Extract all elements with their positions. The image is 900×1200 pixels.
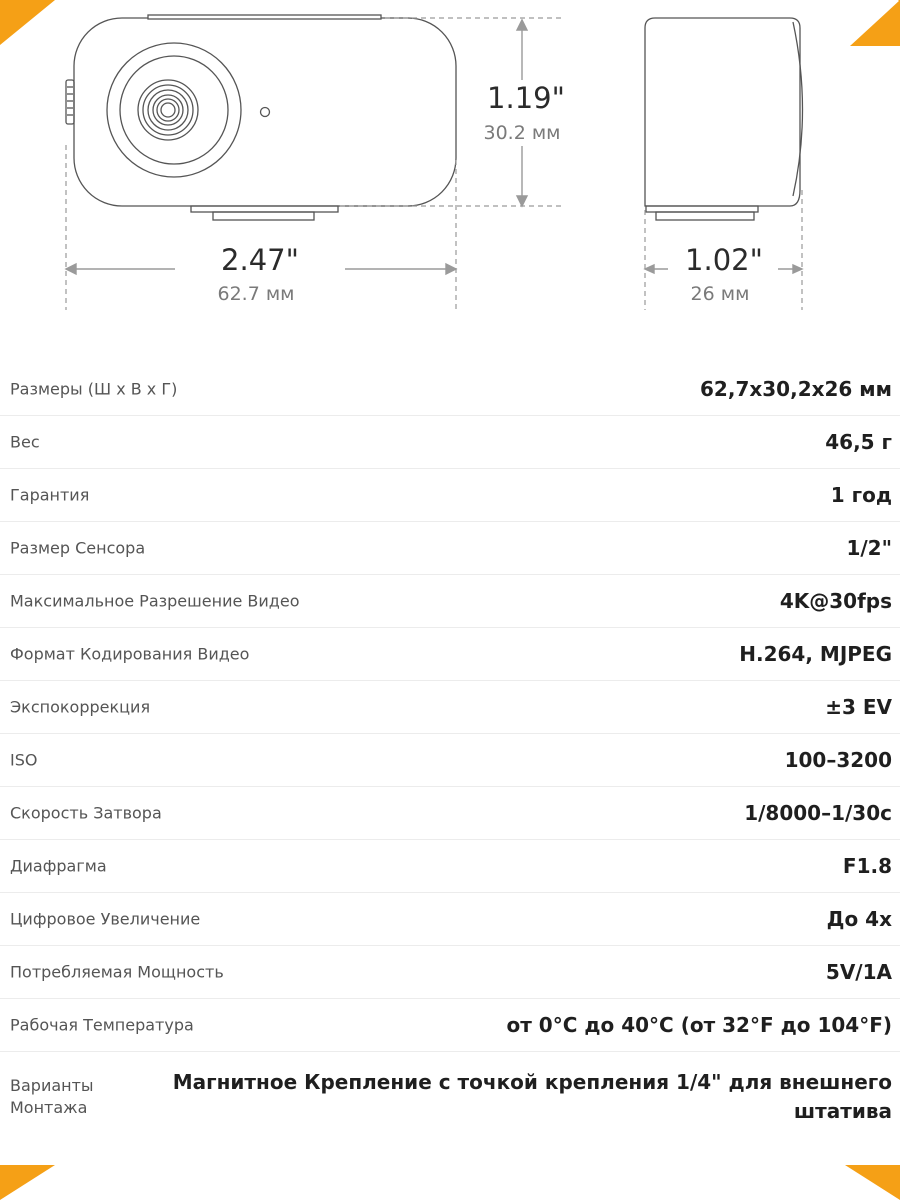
spec-row (0, 575, 900, 628)
spec-value: H.264, MJPEG (739, 642, 892, 666)
bottom-mount (191, 206, 338, 212)
spec-row (0, 734, 900, 787)
spec-value: 1 год (830, 483, 892, 507)
camera-top-edge (148, 15, 381, 19)
spec-row (0, 893, 900, 946)
spec-row (0, 1052, 900, 1142)
spec-label: Варианты Монтажа (10, 1076, 94, 1117)
spec-value: Магнитное Крепление с точкой крепления 1/4" для внешнего штатива (172, 1070, 892, 1123)
camera-front-body (74, 18, 456, 206)
corner-accent-bottom-right (840, 1160, 900, 1200)
lens-icon (138, 80, 198, 140)
spec-label: Скорость Затвора (10, 803, 162, 823)
spec-row (0, 681, 900, 734)
spec-label: ISO (10, 750, 38, 770)
spec-row (0, 840, 900, 893)
spec-row (0, 469, 900, 522)
width-inches-label: 2.47" (221, 243, 299, 277)
depth-mm-label: 26 мм (690, 283, 750, 305)
spec-value: 62,7x30,2x26 мм (700, 377, 892, 401)
camera-side-body (645, 18, 800, 206)
depth-inches-label: 1.02" (685, 243, 763, 277)
spec-value: 5V/1A (825, 960, 892, 984)
spec-label: Вес (10, 432, 40, 452)
spec-label: Размер Сенсора (10, 538, 146, 558)
spec-row (0, 999, 900, 1052)
height-mm-label: 30.2 мм (483, 122, 561, 144)
spec-table (0, 363, 900, 1142)
spec-row (0, 787, 900, 840)
camera-dimension-diagram (0, 0, 900, 330)
spec-label: Цифровое Увеличение (10, 909, 201, 929)
spec-row (0, 522, 900, 575)
spec-label: Диафрагма (10, 856, 107, 876)
height-inches-label: 1.19" (487, 81, 565, 115)
spec-label: Максимальное Разрешение Видео (10, 591, 300, 611)
spec-value: от 0°C до 40°C (от 32°F до 104°F) (506, 1013, 892, 1037)
spec-label: Экспокоррекция (10, 697, 151, 717)
lens-outer-ring (107, 43, 241, 177)
width-mm-label: 62.7 мм (217, 283, 295, 305)
spec-value: До 4x (826, 907, 892, 931)
spec-label: Потребляемая Мощность (10, 962, 224, 982)
spec-row (0, 946, 900, 999)
spec-label: Гарантия (10, 485, 90, 505)
spec-row (0, 363, 900, 416)
spec-value: 1/2" (846, 536, 892, 560)
spec-value: 46,5 г (825, 430, 892, 454)
spec-value: F1.8 (842, 854, 892, 878)
side-bottom-mount (646, 206, 758, 212)
spec-row (0, 416, 900, 469)
indicator-light (261, 108, 270, 117)
corner-accent-bottom-left (0, 1160, 60, 1200)
spec-label: Формат Кодирования Видео (10, 644, 250, 664)
spec-value: 1/8000–1/30с (744, 801, 892, 825)
spec-label: Рабочая Температура (10, 1015, 194, 1035)
spec-row (0, 628, 900, 681)
spec-label: Размеры (Ш х В х Г) (10, 379, 178, 399)
spec-value: 100–3200 (784, 748, 892, 772)
spec-value: ±3 EV (825, 695, 892, 719)
spec-value: 4K@30fps (779, 589, 892, 613)
